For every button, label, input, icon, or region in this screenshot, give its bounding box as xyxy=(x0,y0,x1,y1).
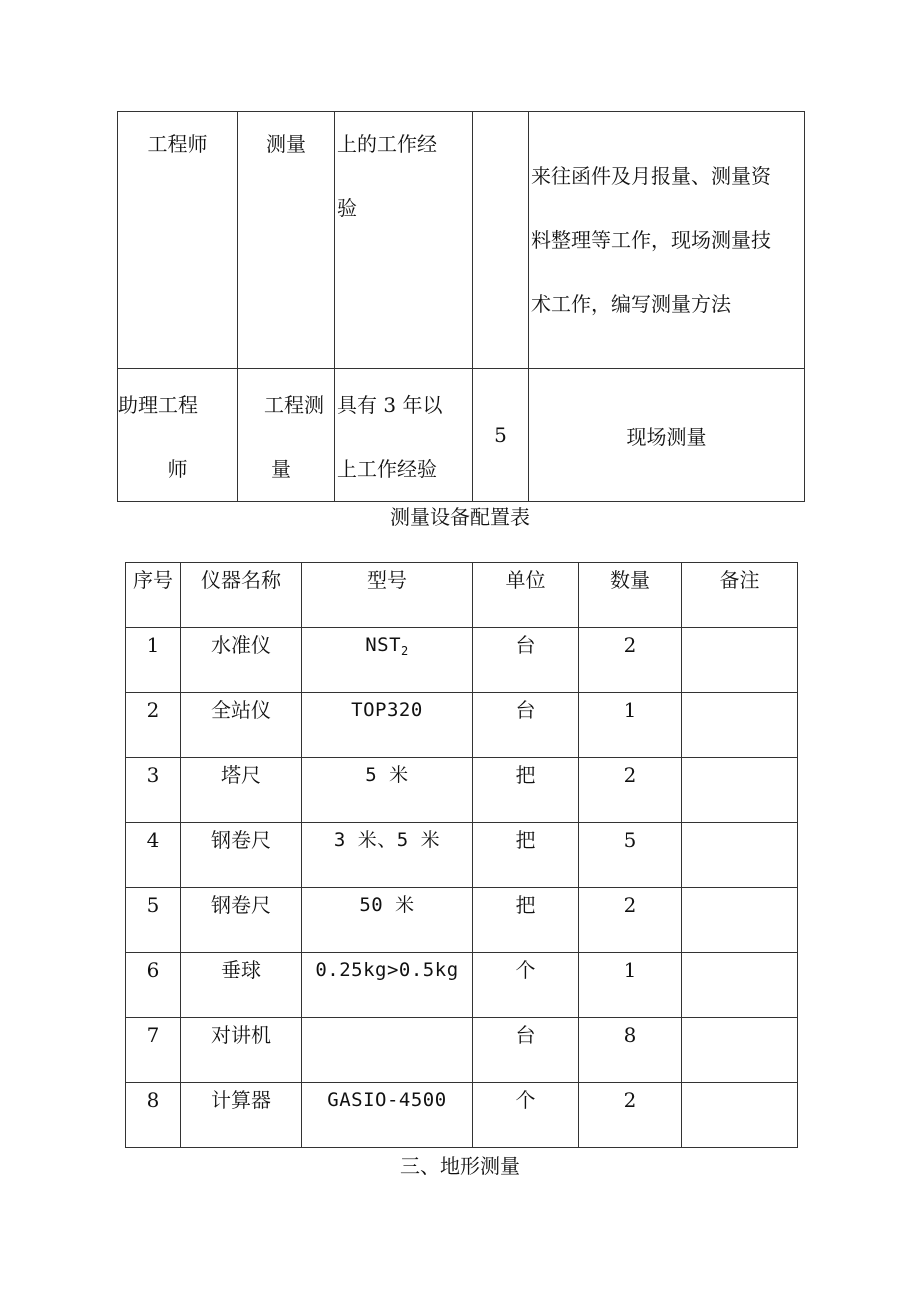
unit-cell: 台 xyxy=(473,628,579,693)
note-cell xyxy=(682,953,798,1018)
staff-duty-line: 料整理等工作，现场测量技 xyxy=(531,228,771,252)
note-cell xyxy=(682,888,798,953)
staff-experience-line: 验 xyxy=(337,196,357,220)
staff-experience-cell xyxy=(335,369,473,502)
model-cell xyxy=(302,1083,473,1148)
equipment-table-caption: 测量设备配置表 xyxy=(390,505,530,529)
staff-major-line: 量 xyxy=(271,457,291,481)
row-number-cell: 5 xyxy=(126,888,181,953)
equipment-row xyxy=(126,888,798,953)
staff-row xyxy=(118,112,805,369)
staff-title-line: 助理工程 xyxy=(118,393,198,417)
equipment-row xyxy=(126,953,798,1018)
header-cell: 型号 xyxy=(302,563,473,628)
equipment-row xyxy=(126,1083,798,1148)
row-number-cell: 1 xyxy=(126,628,181,693)
equipment-header-row xyxy=(126,563,798,628)
row-number-cell: 2 xyxy=(126,693,181,758)
quantity-cell: 1 xyxy=(579,693,682,758)
instrument-name-cell: 计算器 xyxy=(181,1083,302,1148)
quantity-cell: 2 xyxy=(579,758,682,823)
model-text: NST xyxy=(365,634,402,656)
staff-experience-cell xyxy=(335,112,473,369)
unit-cell: 台 xyxy=(473,1018,579,1083)
staff-title-cell xyxy=(118,369,238,502)
row-number-cell: 4 xyxy=(126,823,181,888)
header-cell: 备注 xyxy=(682,563,798,628)
note-cell xyxy=(682,823,798,888)
staff-experience-line: 具有 3 年以 xyxy=(337,393,443,417)
row-number-cell: 8 xyxy=(126,1083,181,1148)
staff-duty-line: 术工作，编写测量方法 xyxy=(531,292,731,316)
unit-cell: 个 xyxy=(473,953,579,1018)
header-cell: 序号 xyxy=(126,563,181,628)
note-cell xyxy=(682,628,798,693)
equipment-table xyxy=(125,562,798,1148)
model-text: 5 米 xyxy=(365,764,409,786)
header-cell: 数量 xyxy=(579,563,682,628)
model-text: 0.25kg>0.5kg xyxy=(315,959,459,981)
unit-cell: 把 xyxy=(473,823,579,888)
section-heading: 三、地形测量 xyxy=(400,1154,520,1178)
instrument-name-cell: 塔尺 xyxy=(181,758,302,823)
quantity-cell: 2 xyxy=(579,888,682,953)
model-cell xyxy=(302,888,473,953)
header-cell: 仪器名称 xyxy=(181,563,302,628)
model-subscript: 2 xyxy=(401,644,409,658)
staff-duty-cell xyxy=(529,112,805,369)
staff-major: 测量 xyxy=(266,132,306,156)
unit-cell: 把 xyxy=(473,888,579,953)
staff-major-line: 工程测 xyxy=(264,393,324,417)
staff-experience-line: 上的工作经 xyxy=(337,132,437,156)
model-cell xyxy=(302,1018,473,1083)
row-number-cell: 3 xyxy=(126,758,181,823)
staff-title-line: 师 xyxy=(167,457,188,481)
staff-duty-line: 来往函件及月报量、测量资 xyxy=(531,164,771,188)
staff-table xyxy=(117,111,805,502)
staff-title-cell xyxy=(118,112,238,369)
model-cell xyxy=(302,823,473,888)
instrument-name-cell: 垂球 xyxy=(181,953,302,1018)
note-cell xyxy=(682,1018,798,1083)
model-cell xyxy=(302,628,473,693)
instrument-name-cell: 水准仪 xyxy=(181,628,302,693)
staff-duty: 现场测量 xyxy=(626,424,707,449)
instrument-name-cell: 钢卷尺 xyxy=(181,888,302,953)
equipment-row xyxy=(126,758,798,823)
equipment-row xyxy=(126,1018,798,1083)
model-cell xyxy=(302,758,473,823)
instrument-name-cell: 钢卷尺 xyxy=(181,823,302,888)
row-number-cell: 7 xyxy=(126,1018,181,1083)
model-text: 50 米 xyxy=(359,894,415,916)
row-number-cell: 6 xyxy=(126,953,181,1018)
staff-major-cell xyxy=(238,369,335,502)
quantity-cell: 2 xyxy=(579,1083,682,1148)
staff-count: 5 xyxy=(494,423,507,447)
staff-major-cell xyxy=(238,112,335,369)
quantity-cell: 5 xyxy=(579,823,682,888)
note-cell xyxy=(682,1083,798,1148)
model-text: 3 米、5 米 xyxy=(333,829,441,851)
model-text: TOP320 xyxy=(351,699,423,721)
staff-experience-line: 上工作经验 xyxy=(337,457,437,481)
unit-cell: 个 xyxy=(473,1083,579,1148)
quantity-cell: 1 xyxy=(579,953,682,1018)
note-cell xyxy=(682,693,798,758)
unit-cell: 台 xyxy=(473,693,579,758)
model-cell xyxy=(302,953,473,1018)
equipment-row xyxy=(126,823,798,888)
unit-cell: 把 xyxy=(473,758,579,823)
model-text: GASIO-4500 xyxy=(327,1089,447,1111)
header-cell: 单位 xyxy=(473,563,579,628)
model-cell xyxy=(302,693,473,758)
instrument-name-cell: 全站仪 xyxy=(181,693,302,758)
equipment-row xyxy=(126,628,798,693)
note-cell xyxy=(682,758,798,823)
staff-count-cell xyxy=(473,112,529,369)
quantity-cell: 2 xyxy=(579,628,682,693)
instrument-name-cell: 对讲机 xyxy=(181,1018,302,1083)
staff-title: 工程师 xyxy=(147,132,208,156)
equipment-row xyxy=(126,693,798,758)
quantity-cell: 8 xyxy=(579,1018,682,1083)
staff-duty-cell xyxy=(529,369,805,502)
staff-row xyxy=(118,369,805,502)
staff-count-cell xyxy=(473,369,529,502)
